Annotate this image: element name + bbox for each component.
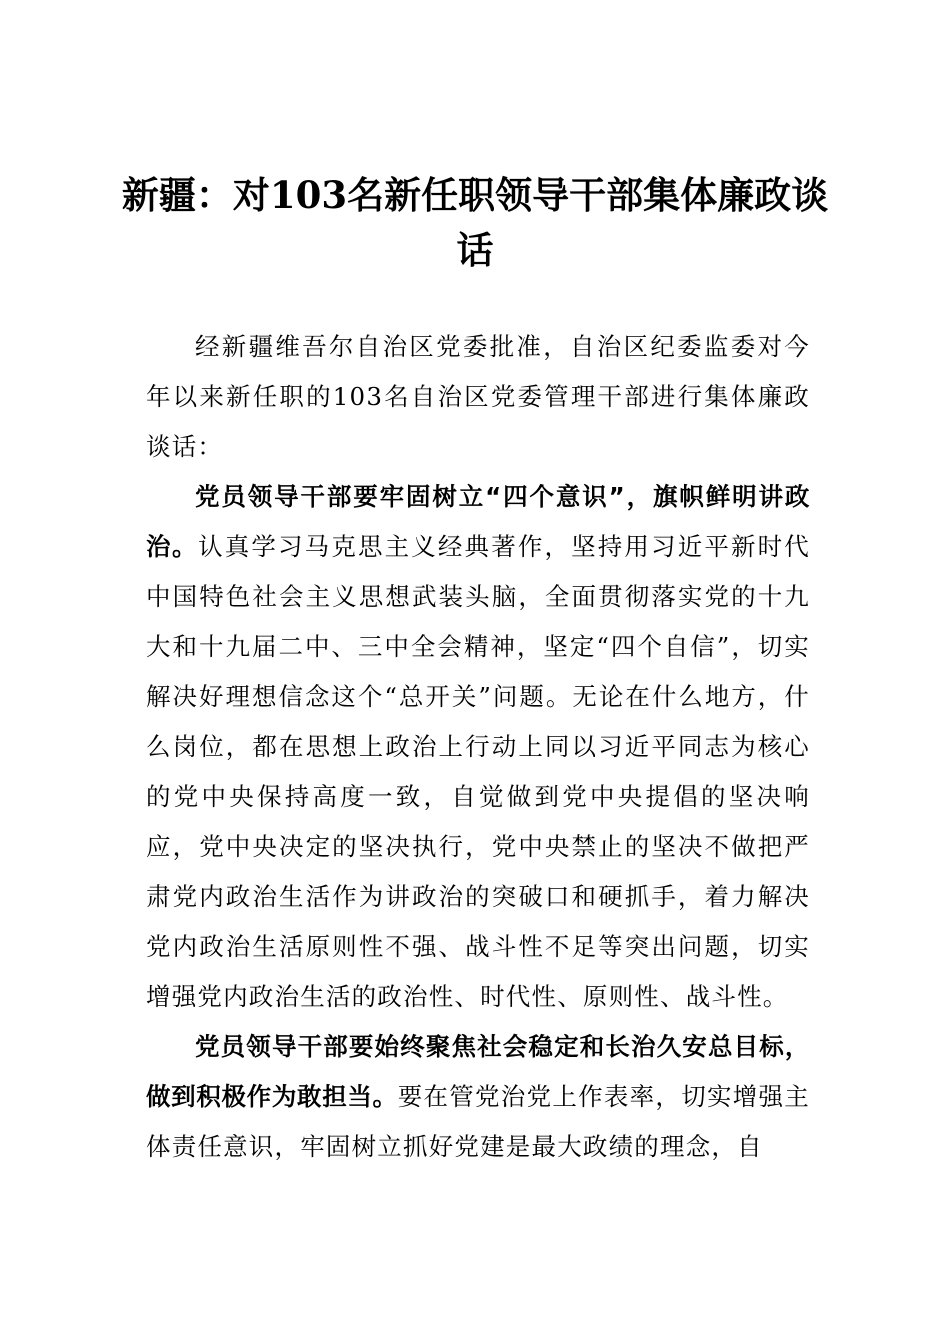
paragraph-intro: [146, 322, 810, 472]
paragraph-lead: 党员领导干部要始终聚焦社会稳定和长治久安总目标，做到积极作为敢担当。: [146, 1032, 810, 1111]
paragraph-stability: [146, 1022, 810, 1172]
paragraph-lead: 党员领导干部要牢固树立“四个意识”，旗帜鲜明讲政治。: [146, 482, 810, 561]
document-title: 新疆：对103名新任职领导干部集体廉政谈话: [121, 173, 829, 272]
paragraph-text: 认真学习马克思主义经典著作，坚持用习近平新时代中国特色社会主义思想武装头脑，全面贯彻落实党的十九大和十九届二中、三中全会精神，坚定“四个自信”，切实解决好理想信念这个“总开关”问题。无论在什么地方，什么岗位，都在思想上政治上行动上同以习近平同志为核心的党中央保持高度一致，自觉做到党中央提倡的坚决响应，党中央决定的坚决执行，党中央禁止的坚决不做把严肃党内政治生活作为讲政治的突破口和硬抓手，着力解决党内政治生活原则性不强、战斗性不足等突出问题，切实增强党内政治生活的政治性、时代性、原则性、战斗性。: [146, 532, 810, 1011]
paragraph-text: 要在管党治党上作表率，切实增强主体责任意识，牢固树立抓好党建是最大政绩的理念，自: [146, 1082, 810, 1161]
paragraph-political: [146, 472, 810, 1022]
paragraph-text: 经新疆维吾尔自治区党委批准，自治区纪委监委对今年以来新任职的103名自治区党委管理干部进行集体廉政谈话：: [146, 332, 810, 461]
document-body: [146, 322, 810, 1172]
